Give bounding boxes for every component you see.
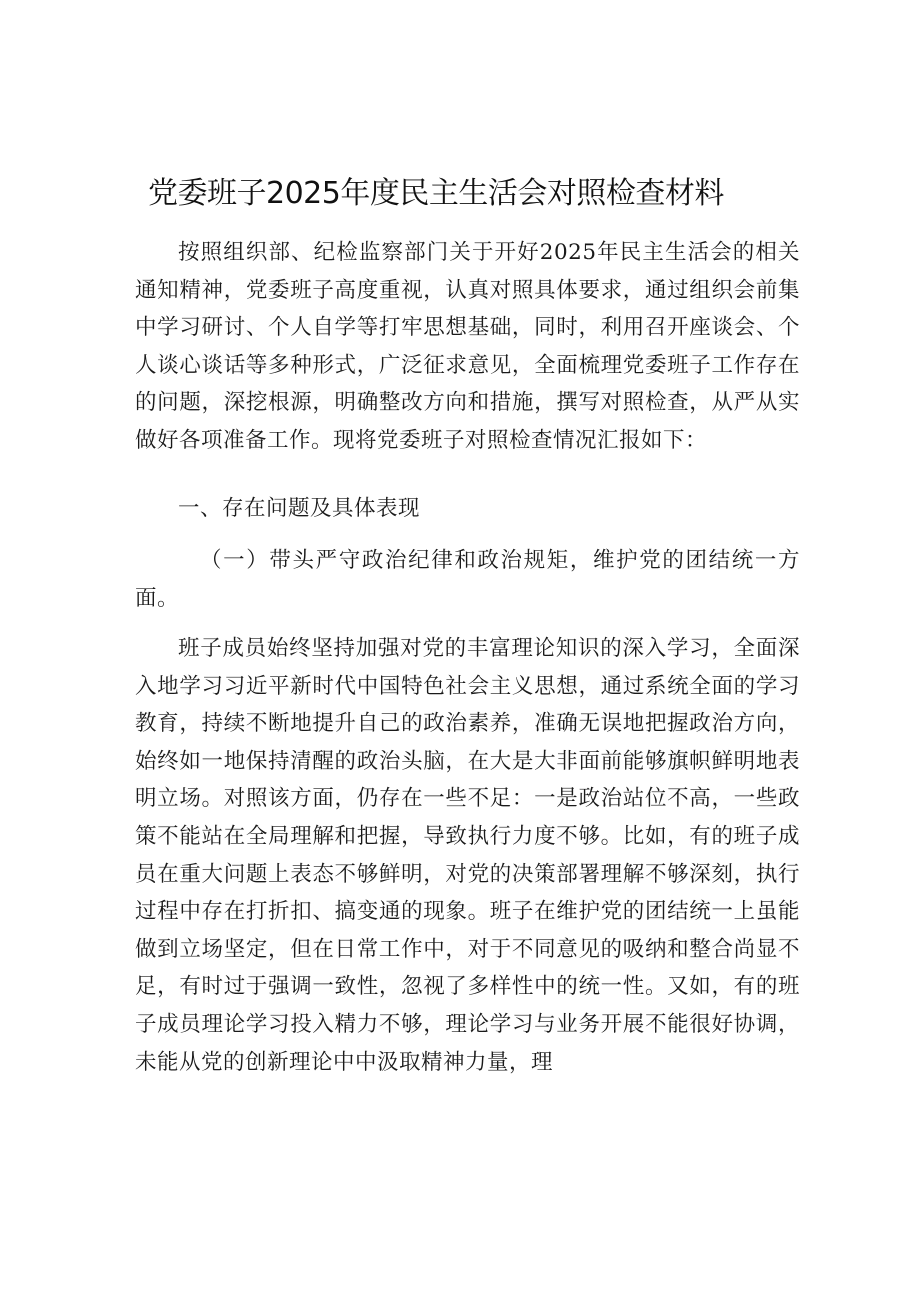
- body-paragraph: 班子成员始终坚持加强对党的丰富理论知识的深入学习，全面深入地学习习近平新时代中国特色社会主义思想，通过系统全面的学习教育，持续不断地提升自己的政治素养，准确无误地把握政治方向，始终如一地保持清醒的政治头脑，在大是大非面前能够旗帜鲜明地表明立场。对照该方面，仍存在一些不足：一是政治站位不高，一些政策不能站在全局理解和把握，导致执行力度不够。比如，有的班子成员在重大问题上表态不够鲜明，对党的决策部署理解不够深刻，执行过程中存在打折扣、搞变通的现象。班子在维护党的团结统一上虽能做到立场坚定，但在日常工作中，对于不同意见的吸纳和整合尚显不足，有时过于强调一致性，忽视了多样性中的统一性。又如，有的班子成员理论学习投入精力不够，理论学习与业务开展不能很好协调，未能从党的创新理论中中汲取精神力量，理: [135, 636, 800, 1075]
- subsection-heading: （一）带头严守政治纪律和政治规矩，维护党的团结统一方面。: [135, 548, 800, 611]
- section-heading: 一、存在问题及具体表现: [178, 496, 421, 521]
- intro-paragraph: 按照组织部、纪检监察部门关于开好2025年民主生活会的相关通知精神，党委班子高度重视，认真对照具体要求，通过组织会前集中学习研讨、个人自学等打牢思想基础，同时，利用召开座谈会、个人谈心谈话等多种形式，广泛征求意见，全面梳理党委班子工作存在的问题，深挖根源，明确整改方向和措施，撰写对照检查，从严从实做好各项准备工作。现将党委班子对照检查情况汇报如下：: [135, 240, 800, 453]
- document-title: 党委班子2025年度民主生活会对照检查材料: [148, 176, 724, 211]
